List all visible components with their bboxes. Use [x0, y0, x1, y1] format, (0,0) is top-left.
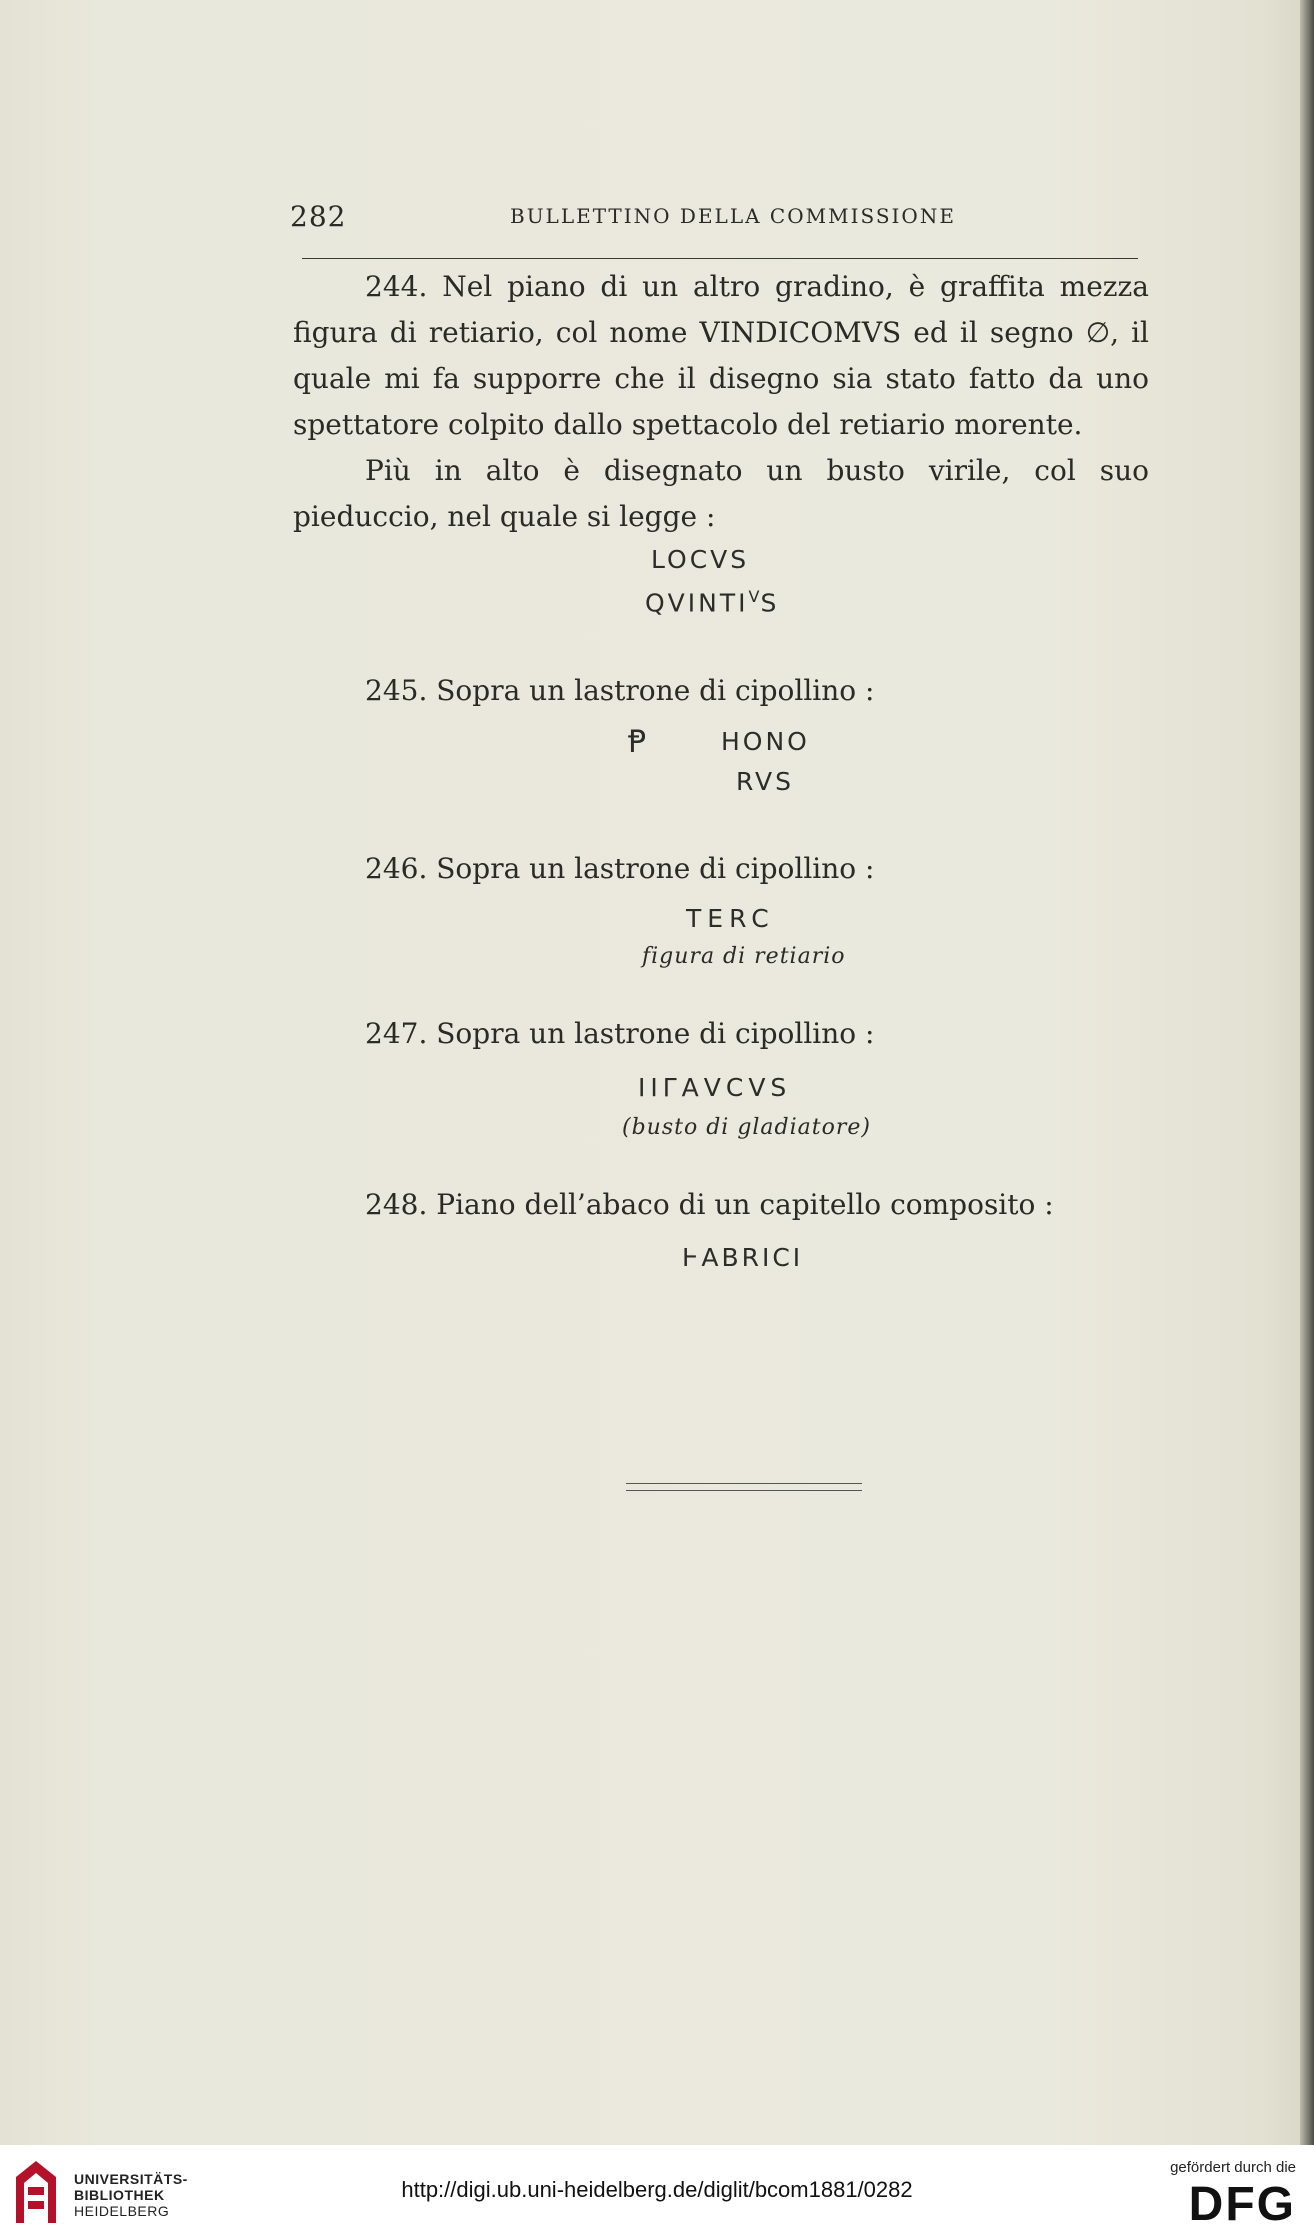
inscription-qvintivs: [645, 587, 779, 617]
caption-retiario: figura di retiario: [642, 944, 846, 969]
entry-246-text: 246. Sopra un lastrone di cipollino :: [365, 852, 875, 885]
entry-248-text: 248. Piano dell’abaco di un capitello composito :: [365, 1188, 1054, 1221]
dfg-logo[interactable]: DFG: [1188, 2178, 1296, 2231]
book-spine-shadow: [1300, 0, 1314, 2145]
inscription-glavcvs: ΙΙΓΑVCVS: [638, 1073, 792, 1102]
entry-247-text: 247. Sopra un lastrone di cipollino :: [365, 1017, 875, 1050]
running-head: BULLETTINO DELLA COMMISSIONE: [510, 204, 956, 228]
sponsor-text: gefördert durch die: [1170, 2159, 1296, 2176]
library-name-line3: HEIDELBERG: [74, 2203, 170, 2219]
entry-244-text2: Più in alto è disegnato un busto virile, col suo pieduccio, nel quale si legge :: [293, 454, 1149, 533]
entry-244-text: 244. Nel piano di un altro gradino, è graffita mezza figura di retiario, col nome VINDICOMVS ed il segno ∅, il quale mi fa supporre che il disegno sia stato fatto da uno spettatore colpito dallo spettacolo del retiario morente.: [293, 270, 1149, 441]
caption-gladiatore: (busto di gladiatore): [622, 1115, 871, 1140]
inscription-hono: HONO: [721, 727, 810, 756]
page-header: [290, 200, 1142, 236]
page-number: 282: [290, 200, 347, 233]
inscription-s: S: [760, 588, 780, 618]
permalink-url[interactable]: http://digi.ub.uni-heidelberg.de/diglit/bcom1881/0282: [401, 2177, 913, 2202]
inscription-terc: TERC: [686, 904, 775, 933]
entry-245-text: 245. Sopra un lastrone di cipollino :: [365, 674, 875, 707]
header-rule: [302, 258, 1138, 259]
footer-bar: [0, 2145, 1314, 2238]
inscription-fabrici: ⱵABRICI: [682, 1243, 804, 1272]
library-name-line2: BIBLIOTHEK: [74, 2187, 165, 2203]
library-name-line1: UNIVERSITÄTS-: [74, 2171, 188, 2187]
end-rule: [626, 1483, 862, 1491]
palm-symbol: Ᵽ: [628, 725, 650, 760]
inscription-locvs: LOCVS: [651, 545, 750, 574]
inscription-qvinti: QVINTI: [645, 588, 749, 618]
inscription-small-v: V: [748, 587, 761, 606]
inscription-rvs: RVS: [736, 767, 794, 796]
